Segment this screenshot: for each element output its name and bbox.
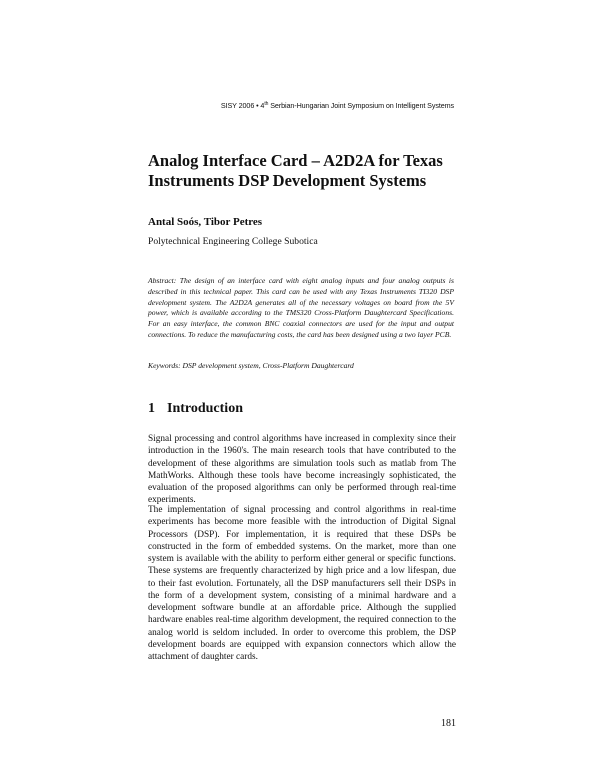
paper-authors: Antal Soós, Tibor Petres	[148, 216, 263, 228]
abstract: Abstract: The design of an interface card with eight analog inputs and four analog outputs is described in this technical paper. This card can be used with any Texas Instruments TI320 DSP development system. The A2D2A generates all of the necessary voltages on board from the 5V power, which is available according to the TMS320 Cross-Platform Daughtercard Specifications. For an easy interface, the common BNC coaxial connectors are used for the input and output connections. To reduce the manufacturing costs, the card has been designed using a two layer PCB.	[148, 276, 454, 339]
running-head	[148, 101, 454, 110]
keywords: Keywords: DSP development system, Cross-Platform Daughtercard	[148, 361, 354, 370]
paper-title: Analog Interface Card – A2D2A for Texas Instruments DSP Development Systems	[148, 151, 443, 190]
author-affiliation: Polytechnical Engineering College Subotica	[148, 236, 318, 247]
section-heading	[148, 401, 243, 417]
body-paragraph: The implementation of signal processing and control algorithms in real-time experiments has become more feasible with the introduction of Digital Signal Processors (DSP). For implementation, it is required that these DSPs be constructed in the form of embedded systems. On the market, more than one system is available with the ability to perform either general or specific functions. These systems are frequently characterized by high price and a low lifespan, due to their fast evolution. Fortunately, all the DSP manufacturers sell their DSPs in the form of a development system, consisting of a minimal hardware and a development software bundle at an affordable price. Although the supplied hardware enables real-time algorithm development, the required connection to the analog world is seldom included. In order to overcome this problem, the DSP development boards are equipped with expansion connectors which allow the attachment of daughter cards.	[148, 505, 456, 662]
section-title: Introduction	[167, 401, 243, 416]
body-paragraph: Signal processing and control algorithms have increased in complexity since their introduction in the 1960's. The main research tools that have contributed to the development of these algorithms are simulation tools such as matlab from The MathWorks. Although these tools have become increasingly sophisticated, the evaluation of the proposed algorithms can only be performed through real-time experiments.	[148, 434, 456, 506]
running-head-suffix: Serbian-Hungarian Joint Symposium on Intelligent Systems	[268, 101, 454, 110]
page-number: 181	[441, 718, 456, 729]
running-head-prefix: SISY 2006 • 4	[220, 101, 265, 110]
section-number: 1	[148, 401, 155, 416]
running-head-superscript: th	[264, 101, 269, 107]
